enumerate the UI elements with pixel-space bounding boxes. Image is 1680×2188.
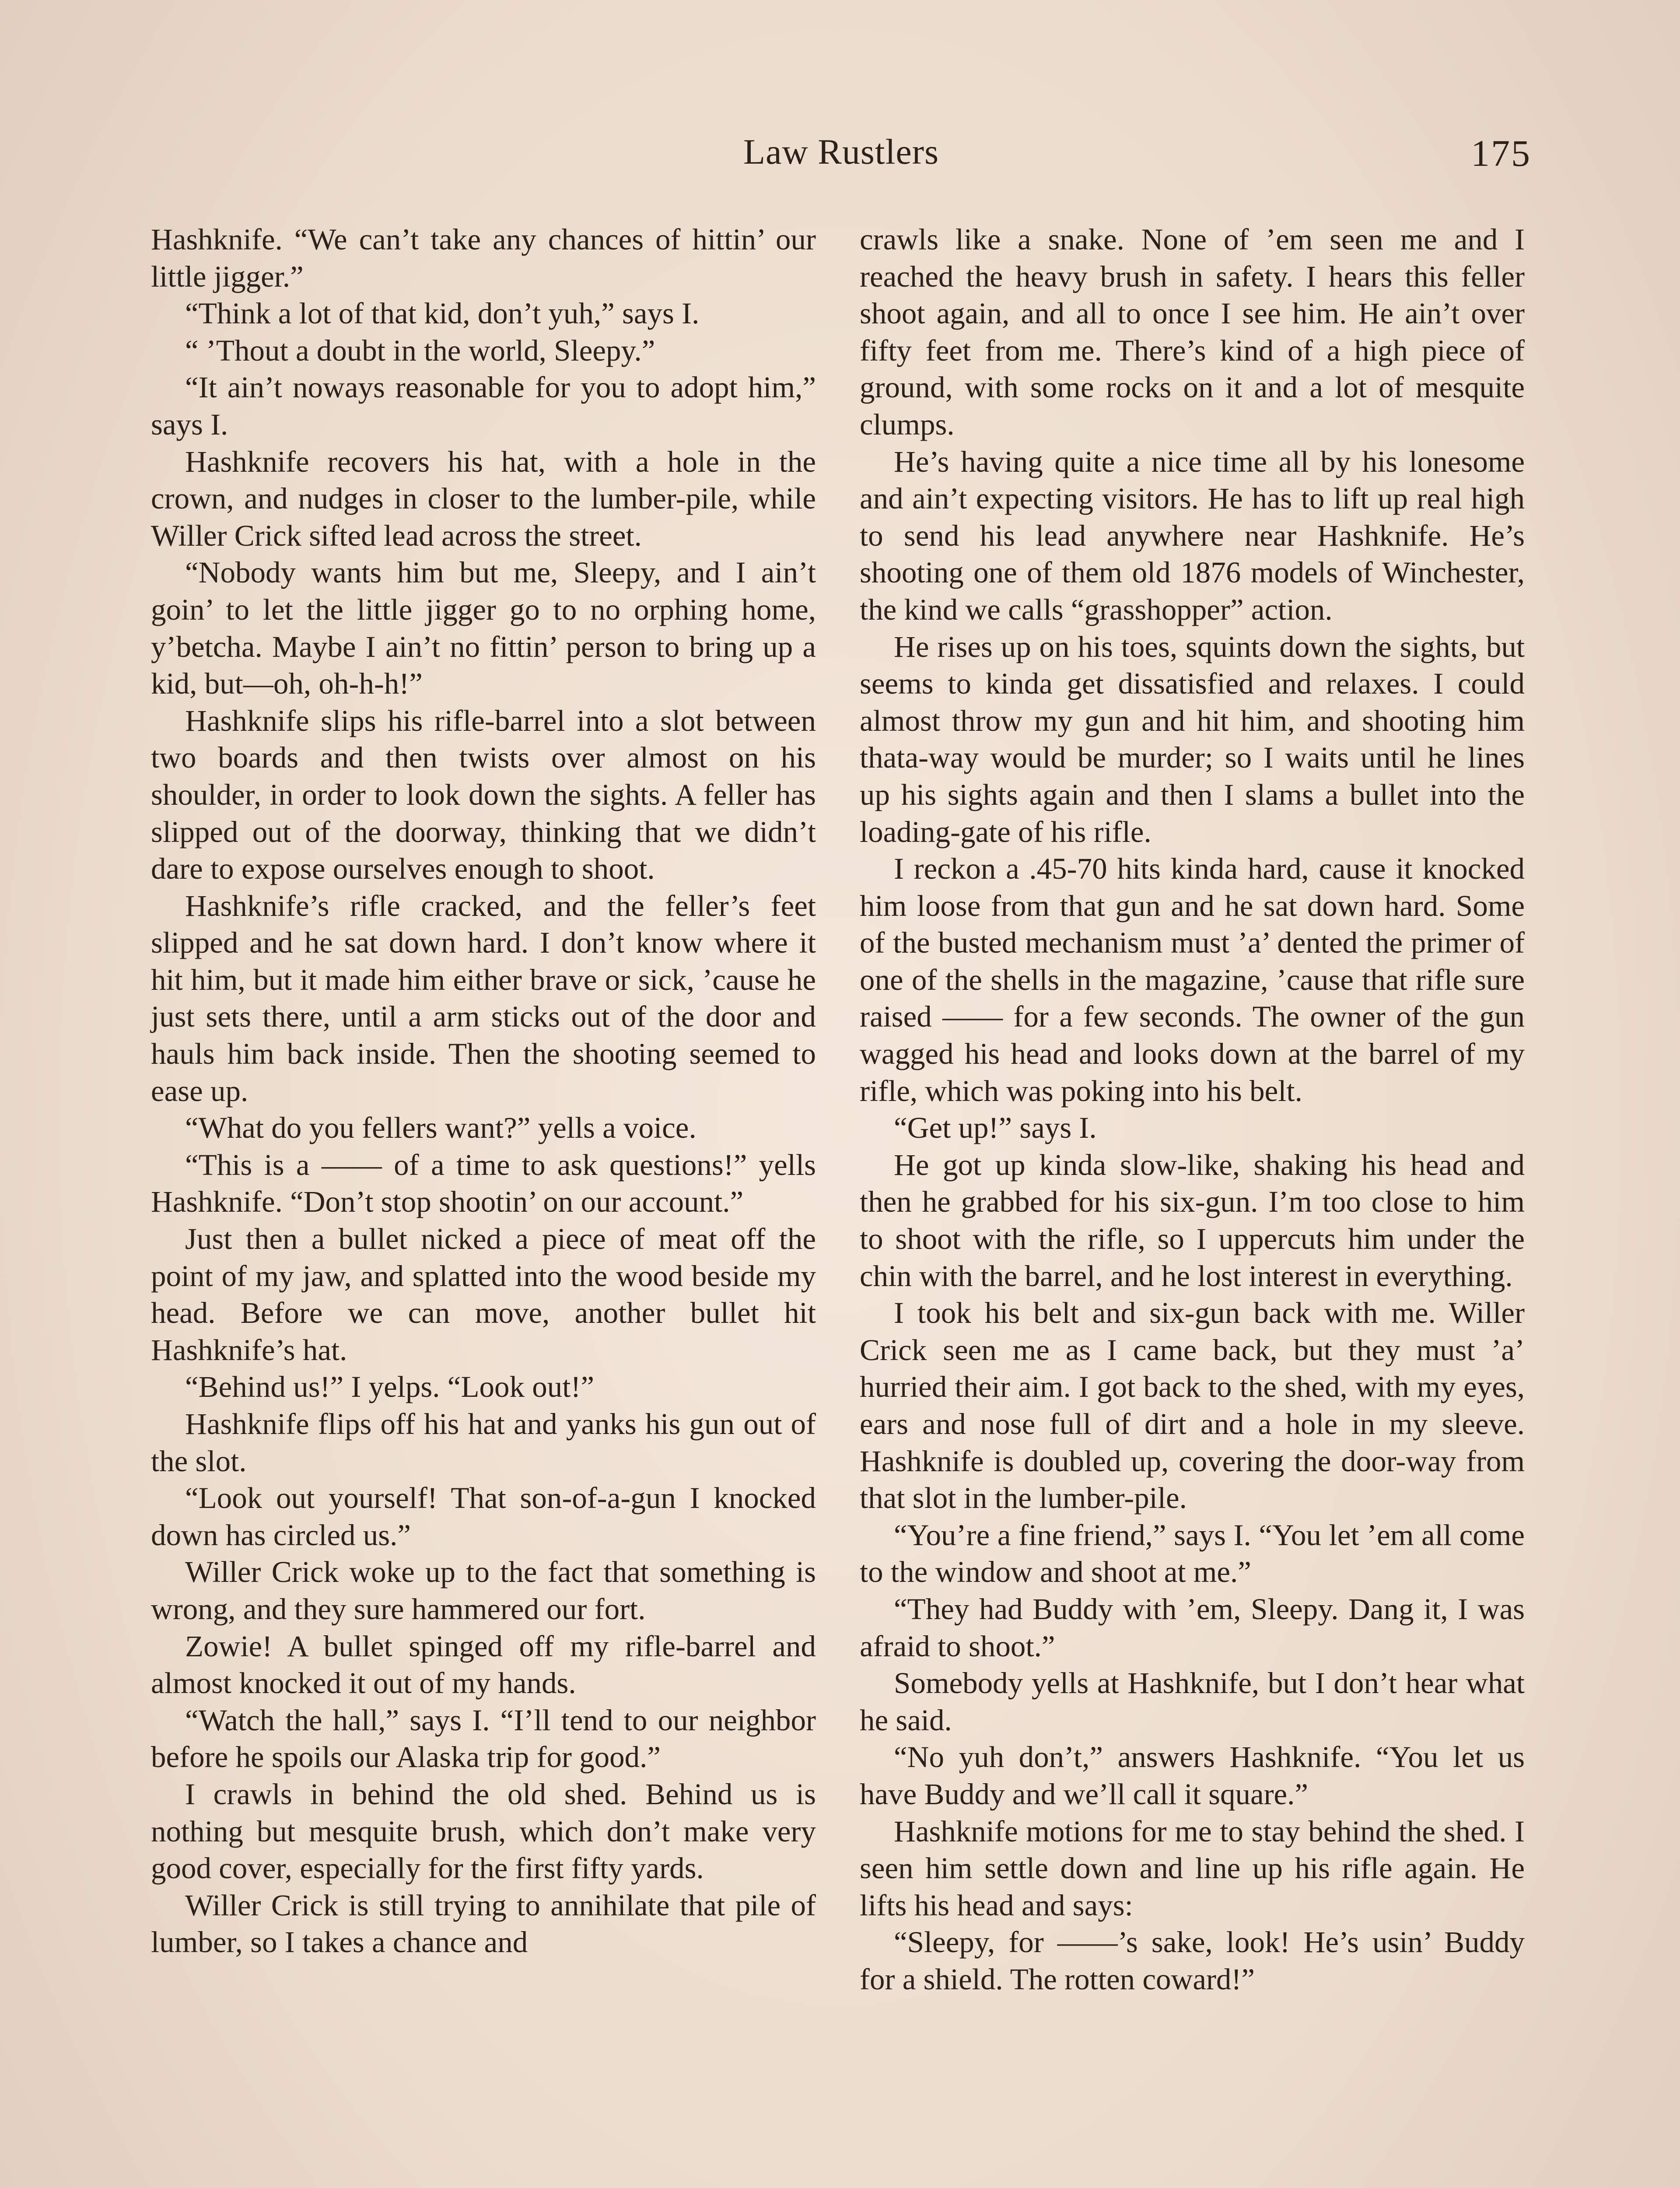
paragraph: “They had Buddy with ’em, Sleepy. Dang it, I was afraid to shoot.” [860,1592,1525,1663]
paragraph: “No yuh don’t,” answers Hashknife. “You let us have Buddy and we’ll call it square.” [860,1740,1525,1811]
paragraph: “Watch the hall,” says I. “I’ll tend to our neighbor before he spoils our Alaska trip for good.” [151,1703,816,1774]
paragraph: “Get up!” says I. [894,1111,1097,1145]
paragraph: Zowie! A bullet spinged off my rifle-barrel and almost knocked it out of my hands. [151,1629,816,1700]
paragraph: Hashknife motions for me to stay behind the shed. I seen him settle down and line up his rifle again. He lifts his head and says: [860,1814,1525,1922]
paragraph: “Sleepy, for ——’s sake, look! He’s usin’ Buddy for a shield. The rotten coward!” [860,1925,1525,1996]
paragraph: He got up kinda slow-like, shaking his head and then he grabbed for his six-gun. I’m too close to him to shoot with the rifle, so I uppercuts him under the chin with the barrel, and he lost interest in everything. [860,1148,1525,1293]
paragraph: Hashknife’s rifle cracked, and the feller’s feet slipped and he sat down hard. I don’t know where it hit him, but it made him either brave or sick, ’cause he just sets there, until a arm sticks out of the door and hauls him back inside. Then the shooting seemed to ease up. [151,889,816,1108]
paragraph: Hashknife recovers his hat, with a hole in the crown, and nudges in closer to the lumber-pile, while Willer Crick sifted lead across the street. [151,445,816,552]
paragraph: He’s having quite a nice time all by his lonesome and ain’t expecting visitors. He has to lift up real high to send his lead anywhere near Hashknife. He’s shooting one of them old 1876 models of Winchester, the kind we calls “grasshopper” action. [860,445,1525,626]
paragraph: crawls like a snake. None of ’em seen me and I reached the heavy brush in safety. I hears this feller shoot again, and all to once I see him. He ain’t over fifty feet from me. There’s kind of a high piece of ground, with some rocks on it and a lot of mesquite clumps. [860,223,1525,441]
paragraph: “Think a lot of that kid, don’t yuh,” says I. [185,297,700,330]
running-title: Law Rustlers [743,132,939,172]
paragraph: Hashknife flips off his hat and yanks his gun out of the slot. [151,1407,816,1478]
paragraph: I took his belt and six-gun back with me. Willer Crick seen me as I came back, but they must ’a’ hurried their aim. I got back to the shed, with my eyes, ears and nose full of dirt and a hole in my sleeve. Hashknife is doubled up, covering the door-way from that slot in the lumber-pile. [860,1296,1525,1515]
page-header [151,131,1531,184]
paragraph: “You’re a fine friend,” says I. “You let ’em all come to the window and shoot at me.” [860,1518,1525,1589]
paragraph: Just then a bullet nicked a piece of meat off the point of my jaw, and splatted into the wood beside my head. Before we can move, another bullet hit Hashknife’s hat. [151,1222,816,1367]
paragraph: Willer Crick is still trying to annihilate that pile of lumber, so I takes a chance and [151,1888,816,1959]
paragraph: “This is a —— of a time to ask questions!” yells Hashknife. “Don’t stop shootin’ on our account.” [151,1148,816,1219]
paragraph: Hashknife slips his rifle-barrel into a slot between two boards and then twists over almost on his shoulder, in order to look down the sights. A feller has slipped out of the doorway, thinking that we didn’t dare to expose ourselves enough to shoot. [151,704,816,886]
left-column [151,221,816,1961]
paragraph: “ ’Thout a doubt in the world, Sleepy.” [185,333,655,367]
paragraph: “It ain’t noways reasonable for you to adopt him,” says I. [151,371,816,441]
paragraph: Somebody yells at Hashknife, but I don’t hear what he said. [860,1666,1525,1737]
right-column [860,221,1525,1998]
page-number: 175 [1471,132,1531,174]
paragraph: I reckon a .45-70 hits kinda hard, cause it knocked him loose from that gun and he sat down hard. Some of the busted mechanism must ’a’ dented the primer of one of the shells in the magazine, ’cause that rifle sure raised —— for a few seconds. The owner of the gun wagged his head and looks down at the barrel of my rifle, which was poking into his belt. [860,852,1525,1108]
paragraph: “What do you fellers want?” yells a voice. [185,1111,696,1145]
paragraph: Hashknife. “We can’t take any chances of hittin’ our little jigger.” [151,223,816,293]
paragraph: I crawls in behind the old shed. Behind us is nothing but mesquite brush, which don’t make very good cover, especially for the first fifty yards. [151,1777,816,1885]
paragraph: Willer Crick woke up to the fact that something is wrong, and they sure hammered our fort. [151,1555,816,1626]
paragraph: “Nobody wants him but me, Sleepy, and I ain’t goin’ to let the little jigger go to no orphing home, y’betcha. Maybe I ain’t no fittin’ person to bring up a kid, but—oh, oh-h-h!” [151,556,816,701]
paragraph: “Behind us!” I yelps. “Look out!” [185,1370,595,1404]
paragraph: He rises up on his toes, squints down the sights, but seems to kinda get dissatisfied and relaxes. I could almost throw my gun and hit him, and shooting him thata-way would be murder; so I waits until he lines up his sights again and then I slams a bullet into the loading-gate of his rifle. [860,630,1525,849]
paragraph: “Look out yourself! That son-of-a-gun I knocked down has circled us.” [151,1481,816,1552]
